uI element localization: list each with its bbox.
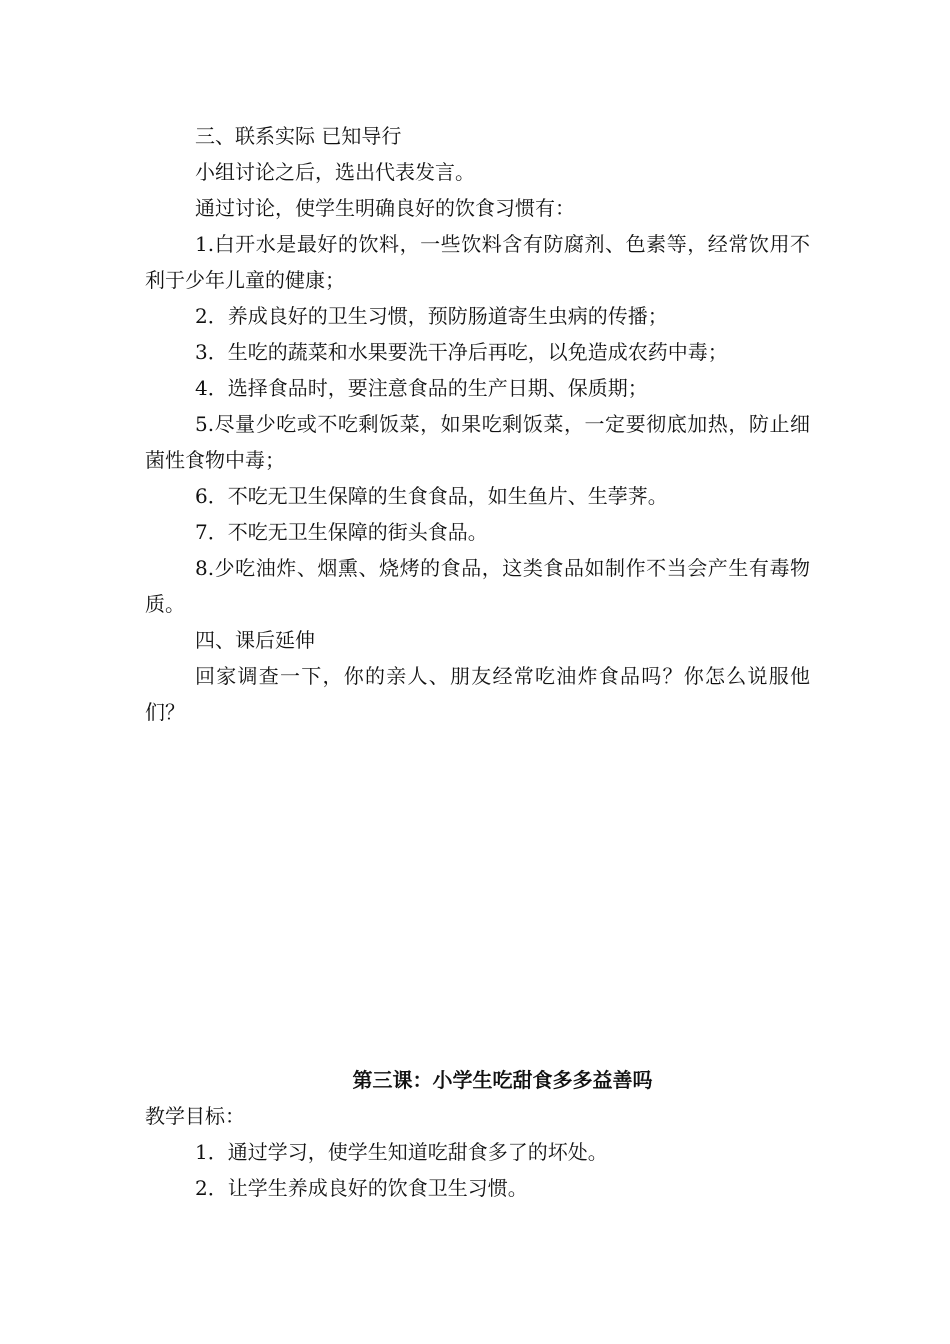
habit-item-3: 3．生吃的蔬菜和水果要洗干净后再吃，以免造成农药中毒； — [195, 340, 728, 364]
objective-item-2: 2．让学生养成良好的饮食卫生习惯。 — [195, 1176, 528, 1200]
objective-item-1: 1．通过学习，使学生知道吃甜食多了的坏处。 — [195, 1140, 608, 1164]
lesson-three-title: 第三课：小学生吃甜食多多益善吗 — [352, 1068, 653, 1092]
section-four-text: 回家调查一下，你的亲人、朋友经常吃油炸食品吗？你怎么说服他们？ — [145, 664, 810, 724]
habit-item-1: 1.白开水是最好的饮料，一些饮料含有防腐剂、色素等，经常饮用不利于少年儿童的健康； — [145, 232, 810, 292]
habit-item-6: 6．不吃无卫生保障的生食食品，如生鱼片、生荸荠。 — [195, 484, 668, 508]
section-three-summary: 通过讨论，使学生明确良好的饮食习惯有： — [195, 196, 575, 220]
section-four-heading: 四、课后延伸 — [195, 628, 315, 652]
habit-item-7: 7．不吃无卫生保障的街头食品。 — [195, 520, 488, 544]
section-three-heading: 三、联系实际 已知导行 — [195, 124, 402, 148]
section-three-intro: 小组讨论之后，选出代表发言。 — [195, 160, 475, 184]
habit-item-8: 8.少吃油炸、烟熏、烧烤的食品，这类食品如制作不当会产生有毒物质。 — [145, 556, 810, 616]
objectives-label: 教学目标： — [145, 1104, 245, 1128]
habit-item-4: 4．选择食品时，要注意食品的生产日期、保质期； — [195, 376, 648, 400]
habit-item-5: 5.尽量少吃或不吃剩饭菜，如果吃剩饭菜，一定要彻底加热，防止细菌性食物中毒； — [145, 412, 810, 472]
habit-item-2: 2．养成良好的卫生习惯，预防肠道寄生虫病的传播； — [195, 304, 668, 328]
